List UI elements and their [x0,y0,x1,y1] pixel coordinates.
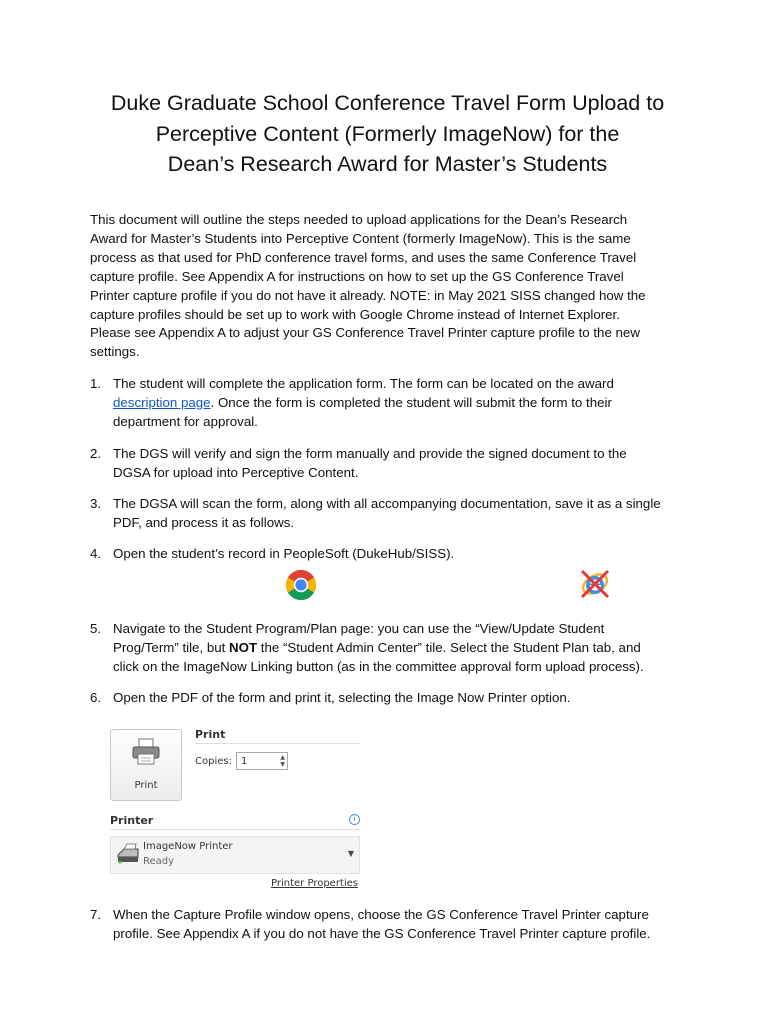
step-line-with-bold [113,639,644,658]
intro-line: Printer capture profile if you do not have it already. NOTE: in May 2021 SISS changed how the [90,287,646,303]
print-dialog-screenshot [108,726,360,892]
step-line-with-link [113,394,614,413]
copies-label: Copies: [195,756,232,767]
printer-status: Ready [143,856,175,867]
copies-input[interactable] [236,752,288,770]
intro-line: Award for Master’s Students into Perceptive Content (formerly ImageNow). This is the same [90,230,631,246]
intro-paragraph [90,211,690,362]
divider [195,743,360,744]
intro-line: capture profile. See Appendix A for instructions on how to set up the GS Conference Travel [90,268,624,284]
copies-spinner[interactable] [280,754,285,768]
intro-line: capture profiles should be set up to work with Google Chrome instead of Internet Explorer. [90,306,620,322]
printer-small-icon [115,843,141,865]
intro-line: settings. [90,344,140,360]
step-number: 7. [90,907,102,922]
emphasis-not: NOT [229,639,258,655]
step-line-rest: . Once the form is completed the student will submit the form to their [210,394,612,410]
step-line: The DGSA will scan the form, along with all accompanying documentation, save it as a single [113,496,661,511]
intro-line: Please see Appendix A to adjust your GS Conference Travel Printer capture profile to the new [90,325,640,341]
print-section-heading: Print [195,728,226,741]
intro-line: process as that used for PhD conference travel forms, and uses the same Conference Travel [90,249,637,265]
step-line: The DGS will verify and sign the form manually and provide the signed document to the [113,446,627,461]
step-line: DGSA for upload into Perceptive Content. [113,464,359,480]
step-text: Prog/Term” tile, but [113,639,230,655]
printer-icon [131,738,161,766]
step-line: click on the ImageNow Linking button (as in the committee approval form upload process). [113,658,644,674]
intro-line: This document will outline the steps needed to upload applications for the Dean’s Research [90,212,628,227]
printer-section-heading: Printer [110,814,154,827]
step-line: When the Capture Profile window opens, choose the GS Conference Travel Printer capture [113,907,649,922]
step-number: 2. [90,446,102,461]
step-number: 5. [90,621,102,636]
chevron-down-icon[interactable]: ▼ [347,849,354,858]
spin-up-icon[interactable]: ▲ [280,754,285,761]
printer-select-dropdown[interactable] [110,836,360,874]
chrome-browser-icon [285,569,317,601]
step-number: 6. [90,690,102,705]
step-text: the “Student Admin Center” tile. Select the Student Plan tab, and [257,639,641,655]
step-line: Open the student’s record in PeopleSoft (DukeHub/SISS). [113,546,455,561]
copies-value: 1 [241,756,248,767]
document-title [60,88,715,180]
step-line: department for approval. [113,413,258,429]
step-line: The student will complete the application form. The form can be located on the award [113,376,614,391]
step-number: 4. [90,546,102,561]
title-line-1: Duke Graduate School Conference Travel Form Upload to [110,91,665,115]
divider [110,829,360,830]
printer-properties-link[interactable]: Printer Properties [271,878,358,889]
print-button[interactable] [110,729,182,801]
print-button-label: Print [134,780,158,791]
title-line-3: Dean’s Research Award for Master’s Students [167,152,608,176]
description-page-link[interactable]: description page [113,394,211,410]
info-icon[interactable]: i [349,814,360,825]
spin-down-icon[interactable]: ▼ [280,761,285,768]
printer-name: ImageNow Printer [143,841,233,852]
internet-explorer-crossed-out-icon [577,566,613,602]
step-number: 1. [90,376,102,391]
title-line-2: Perceptive Content (Formerly ImageNow) for the [155,121,620,146]
step-line: Open the PDF of the form and print it, selecting the Image Now Printer option. [113,690,571,705]
step-number: 3. [90,496,102,511]
step-line: Navigate to the Student Program/Plan page: you can use the “View/Update Student [113,621,605,636]
step-line: profile. See Appendix A if you do not have the GS Conference Travel Printer capture profile. [113,925,651,941]
step-line: PDF, and process it as follows. [113,514,295,530]
